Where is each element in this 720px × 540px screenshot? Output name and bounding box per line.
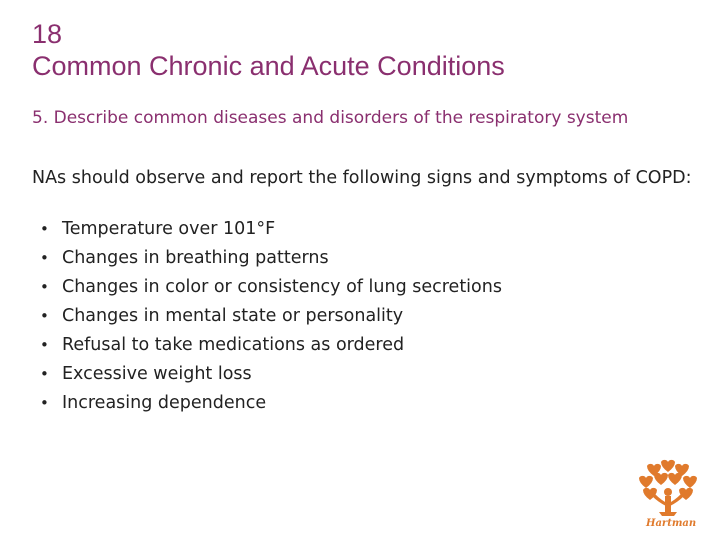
list-item-text: Excessive weight loss — [62, 364, 252, 384]
list-item — [40, 215, 502, 244]
slide-title — [32, 18, 505, 82]
bullet-icon: • — [40, 220, 49, 238]
bullet-icon: • — [40, 307, 49, 325]
list-item-text: Refusal to take medications as ordered — [62, 335, 405, 355]
bullet-icon: • — [40, 365, 49, 383]
list-item — [40, 360, 502, 389]
list-item-text: Changes in color or consistency of lung secretions — [62, 277, 502, 297]
list-item — [40, 244, 502, 273]
bullet-icon: • — [40, 249, 49, 267]
list-item — [40, 389, 502, 418]
bullet-icon: • — [40, 336, 49, 354]
learning-objective: 5. Describe common diseases and disorders of the respiratory system — [32, 108, 629, 128]
bullet-icon: • — [40, 394, 49, 412]
list-item-text: Changes in breathing patterns — [62, 248, 329, 268]
logo-text: Hartman — [646, 518, 697, 529]
list-item-text: Changes in mental state or personality — [62, 306, 404, 326]
list-item — [40, 331, 502, 360]
chapter-number: 18 — [32, 19, 63, 49]
list-item — [40, 302, 502, 331]
bullet-icon: • — [40, 278, 49, 296]
list-item-text: Temperature over 101°F — [62, 219, 276, 239]
symptom-list — [40, 215, 502, 418]
intro-text: NAs should observe and report the following signs and symptoms of COPD: — [32, 168, 692, 188]
list-item-text: Increasing dependence — [62, 393, 267, 413]
list-item — [40, 273, 502, 302]
chapter-title: Common Chronic and Acute Conditions — [32, 51, 505, 81]
